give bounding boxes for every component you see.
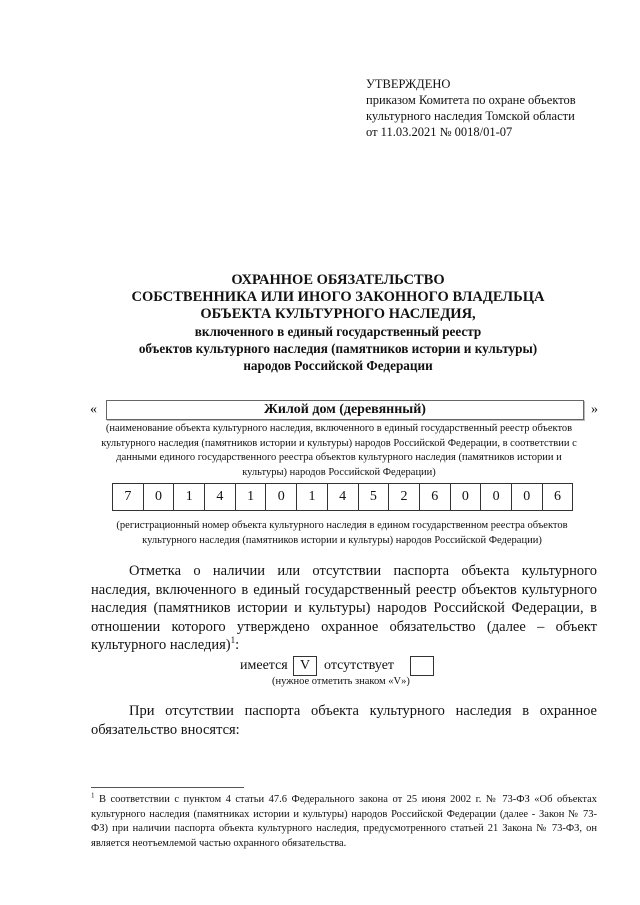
footnote-text: В соответствии с пунктом 4 статьи 47.6 Федерального закона от 25 июня 2002 г. № 73-ФЗ «Об объектах культурного наследия (памятниках истории и культуры) народов Российской Федерации (далее - Закон № 73-ФЗ) при наличии паспорта объекта культурного наследия, предусмотренного статьей 21 Закона № 73-ФЗ, он является неотъемлемой частью охранного обязательства.	[91, 794, 597, 849]
passport-paragraph	[91, 562, 597, 655]
checkbox-hint: (нужное отметить знаком «V»)	[272, 676, 410, 687]
approval-block	[366, 76, 606, 140]
title-subline: народов Российской Федерации	[243, 358, 433, 373]
title-line: ОХРАННОЕ ОБЯЗАТЕЛЬСТВО	[231, 272, 445, 288]
approval-line: культурного наследия Томской области	[366, 109, 575, 123]
registration-number-grid	[112, 483, 573, 511]
registration-digit-cell: 1	[297, 483, 328, 511]
approval-heading: УТВЕРЖДЕНО	[366, 77, 451, 91]
registration-digit-cell: 5	[359, 483, 390, 511]
object-name-row	[90, 400, 600, 420]
title-subline: включенного в единый государственный реестр	[194, 324, 482, 339]
object-name-field[interactable]: Жилой дом (деревянный)	[106, 400, 584, 420]
present-checkbox[interactable]: V	[293, 656, 317, 676]
registration-digit-cell: 1	[236, 483, 267, 511]
passport-text-end: :	[235, 637, 240, 653]
passport-text: Отметка о наличии или отсутствии паспорта объекта культурного наследия, включенного в единый государственный реестр объектов культурного наследия (памятников истории и культуры) народов Российской Федерации, в отношении которого утверждено охранное обязательство (далее – объект культурного наследия)	[91, 563, 597, 653]
absence-paragraph: При отсутствии паспорта объекта культурного наследия в охранное обязательство вносятся:	[91, 703, 597, 738]
passport-presence-choice	[240, 656, 440, 676]
approval-date-number: от 11.03.2021 № 0018/01-07	[366, 125, 513, 139]
registration-digit-cell: 0	[266, 483, 297, 511]
registration-digit-cell: 0	[512, 483, 543, 511]
title-subline: объектов культурного наследия (памятников истории и культуры)	[138, 341, 538, 356]
title-line: СОБСТВЕННИКА ИЛИ ИНОГО ЗАКОННОГО ВЛАДЕЛЬЦА	[131, 289, 545, 305]
absent-label: отсутствует	[324, 658, 395, 673]
title-line: ОБЪЕКТА КУЛЬТУРНОГО НАСЛЕДИЯ,	[200, 306, 476, 322]
object-name-caption: (наименование объекта культурного наследия, включенного в единый государственный реестр объектов культурного наследия (памятников истории и культуры) народов Российской Федерации, в соответствии с данными единого государственного реестра объектов культурного наследия (памятников истории и культуры) народов Российской Федерации)	[101, 423, 577, 478]
open-quote: «	[90, 402, 97, 417]
registration-digit-cell: 0	[144, 483, 175, 511]
present-label: имеется	[240, 658, 288, 673]
registration-digit-cell: 4	[328, 483, 359, 511]
document-title	[60, 272, 616, 374]
registration-digit-cell: 0	[481, 483, 512, 511]
registration-digit-cell: 6	[420, 483, 451, 511]
footnote-mark: 1	[91, 791, 95, 800]
absent-checkbox[interactable]	[410, 656, 434, 676]
close-quote: »	[591, 402, 598, 417]
registration-digit-cell: 0	[451, 483, 482, 511]
registration-number-caption: (регистрационный номер объекта культурного наследия в едином государственном реестра объектов культурного наследия (памятников истории и культуры) народов Российской Федерации)	[116, 520, 568, 546]
footnote-divider	[91, 787, 244, 788]
registration-digit-cell: 6	[543, 483, 574, 511]
footnote-reference[interactable]: 1	[230, 635, 236, 646]
approval-line: приказом Комитета по охране объектов	[366, 93, 576, 107]
registration-digit-cell: 4	[205, 483, 236, 511]
registration-digit-cell: 2	[389, 483, 420, 511]
registration-digit-cell: 1	[174, 483, 205, 511]
registration-digit-cell: 7	[113, 483, 144, 511]
footnote	[91, 793, 597, 851]
